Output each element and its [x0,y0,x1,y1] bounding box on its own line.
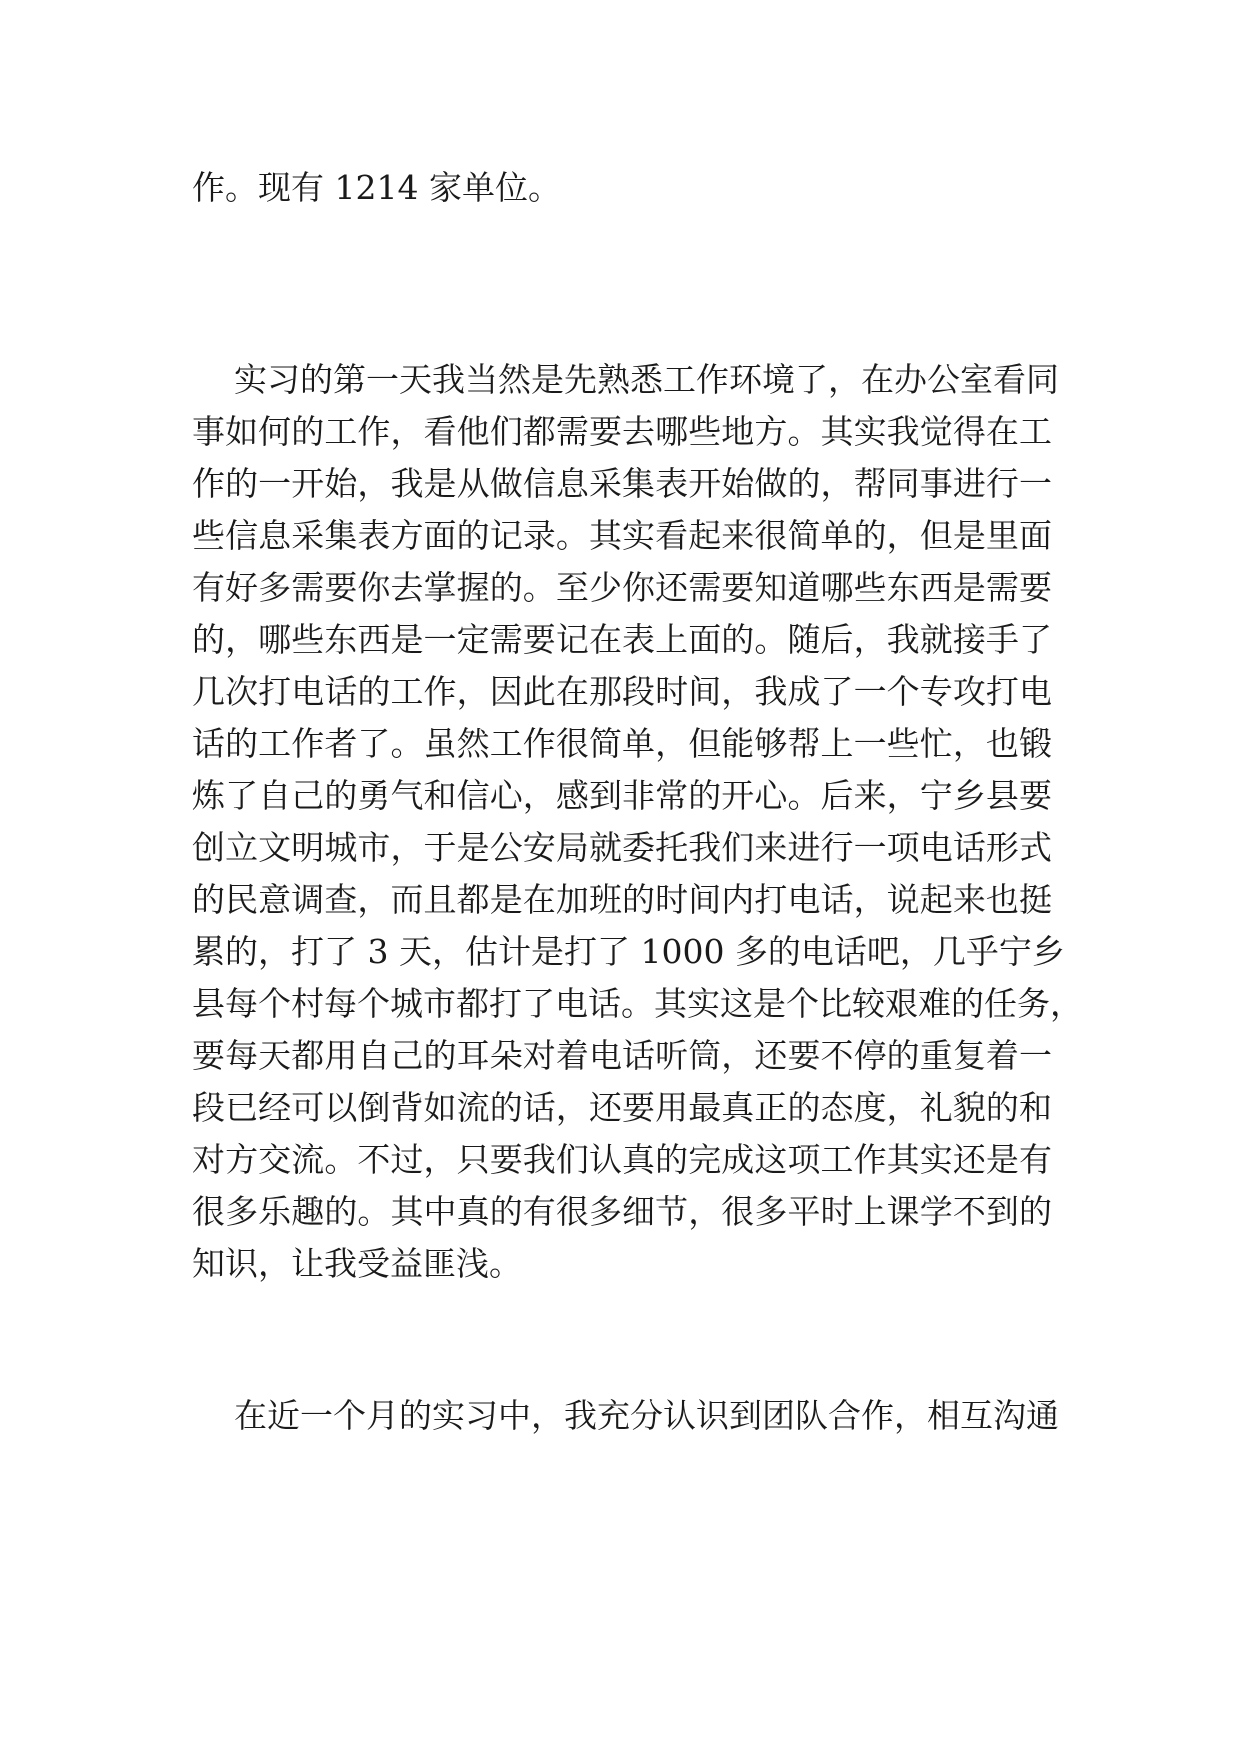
paragraph-3-line-1: 在近一个月的实习中，我充分认识到团队合作，相互沟通 [234,1396,1059,1435]
paragraph-2-line-4: 些信息采集表方面的记录。其实看起来很简单的，但是里面 [192,516,1052,555]
paragraph-2-line-5: 有好多需要你去掌握的。至少你还需要知道哪些东西是需要 [192,568,1052,607]
paragraph-2-line-13: 县每个村每个城市都打了电话。其实这是个比较艰难的任务， [192,984,1083,1023]
paragraph-2-line-15: 段已经可以倒背如流的话，还要用最真正的态度，礼貌的和 [192,1088,1052,1127]
paragraph-2-line-18: 知识，让我受益匪浅。 [192,1244,522,1283]
paragraph-2-line-1: 实习的第一天我当然是先熟悉工作环境了，在办公室看同 [234,360,1059,399]
paragraph-2-line-8: 话的工作者了。虽然工作很简单，但能够帮上一些忙，也锻 [192,724,1052,763]
paragraph-2-line-11: 的民意调查，而且都是在加班的时间内打电话，说起来也挺 [192,880,1052,919]
paragraph-2-line-12: 累的，打了 3 天，估计是打了 1000 多的电话吧，几乎宁乡 [192,932,1065,971]
paragraph-2-line-6: 的，哪些东西是一定需要记在表上面的。随后，我就接手了 [192,620,1052,659]
paragraph-2-line-3: 作的一开始，我是从做信息采集表开始做的，帮同事进行一 [192,464,1052,503]
paragraph-2-line-2: 事如何的工作，看他们都需要去哪些地方。其实我觉得在工 [192,412,1052,451]
paragraph-2-line-9: 炼了自己的勇气和信心，感到非常的开心。后来，宁乡县要 [192,776,1052,815]
paragraph-2-line-10: 创立文明城市，于是公安局就委托我们来进行一项电话形式 [192,828,1052,867]
paragraph-2-line-14: 要每天都用自己的耳朵对着电话听筒，还要不停的重复着一 [192,1036,1052,1075]
paragraph-2-line-7: 几次打电话的工作，因此在那段时间，我成了一个专攻打电 [192,672,1052,711]
paragraph-2-line-17: 很多乐趣的。其中真的有很多细节，很多平时上课学不到的 [192,1192,1052,1231]
paragraph-2-line-16: 对方交流。不过，只要我们认真的完成这项工作其实还是有 [192,1140,1052,1179]
paragraph-1-line-1: 作。现有 1214 家单位。 [192,168,561,207]
